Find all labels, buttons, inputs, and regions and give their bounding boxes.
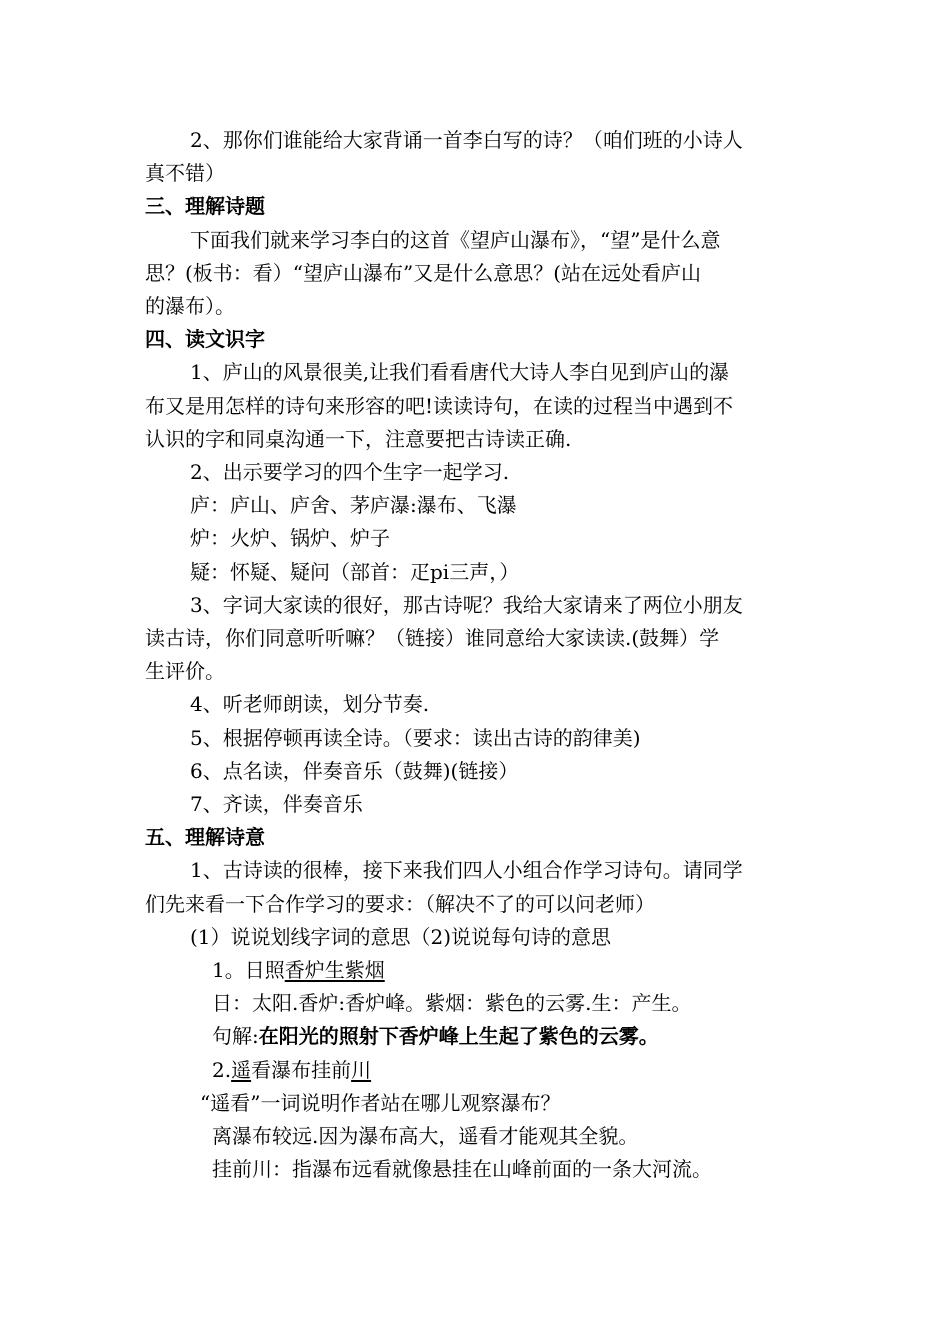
explanation-text: 在阳光的照射下香炉峰上生起了紫色的云雾。	[258, 1024, 659, 1048]
paragraph-line: 1、庐山的风景很美,让我们看看唐代大诗人李白见到庐山的瀑	[190, 360, 730, 384]
paragraph-line: 认识的字和同桌沟通一下，注意要把古诗读正确.	[145, 427, 572, 451]
paragraph-line: 下面我们就来学习李白的这首《望庐山瀑布》，“望”是什么意	[190, 228, 721, 252]
paragraph-line: 3、字词大家读的很好，那古诗呢？我给大家请来了两位小朋友	[190, 593, 743, 617]
sentence-explanation	[212, 1022, 659, 1050]
paragraph-line: 1、古诗读的很棒，接下来我们四人小组合作学习诗句。请同学	[190, 858, 743, 882]
section-heading-reading: 四、读文识字	[145, 327, 265, 351]
paragraph-line: 布又是用怎样的诗句来形容的吧!读读诗句，在读的过程当中遇到不	[145, 394, 734, 418]
paragraph-line: 读古诗，你们同意听听嘛？（链接）谁同意给大家读读.(鼓舞）学	[145, 626, 720, 650]
word-notes-line: 日：太阳.香炉:香炉峰。紫烟：紫色的云雾.生：产生。	[212, 991, 692, 1015]
requirements-line: (1）说说划线字词的意思（2)说说每句诗的意思	[190, 925, 612, 949]
vocab-line: 炉：火炉、锅炉、炉子	[190, 526, 390, 550]
word-notes-line: 挂前川：指瀑布远看就像悬挂在山峰前面的一条大河流。	[212, 1157, 712, 1181]
poem-line-prefix: 2.	[212, 1058, 232, 1082]
poem-line-prefix: 1。日照	[212, 958, 285, 982]
paragraph-line: 7、齐读，伴奏音乐	[190, 792, 363, 816]
underlined-char: 遥	[231, 1058, 252, 1082]
paragraph-line: 4、听老师朗读，划分节奏.	[190, 692, 430, 716]
poem-line-text: 看瀑布挂前	[251, 1058, 352, 1082]
paragraph-line: 的瀑布）。	[145, 294, 235, 318]
paragraph-line: 2、那你们谁能给大家背诵一首李白写的诗？（咱们班的小诗人	[190, 128, 743, 152]
paragraph-line: 2、出示要学习的四个生字一起学习.	[190, 460, 510, 484]
paragraph-line: 5、根据停顿再读全诗。（要求：读出古诗的韵律美)	[190, 726, 641, 750]
poem-line-2	[212, 1056, 371, 1084]
vocab-line: 疑：怀疑、疑问（部首：疋pi三声，）	[190, 560, 520, 584]
underlined-char: 川	[351, 1058, 372, 1082]
paragraph-line: 们先来看一下合作学习的要求：（解决不了的可以问老师）	[145, 892, 655, 916]
underlined-phrase: 香炉生紫烟	[284, 958, 385, 982]
paragraph-line: 真不错）	[145, 161, 225, 185]
explanation-label: 句解:	[212, 1024, 259, 1048]
paragraph-line: 思？(板书：看）“望庐山瀑布”又是什么意思？(站在远处看庐山	[145, 261, 702, 285]
section-heading-understand-title: 三、理解诗题	[145, 194, 265, 218]
paragraph-line: 生评价。	[145, 659, 225, 683]
answer-line: 离瀑布较远.因为瀑布高大，遥看才能观其全貌。	[212, 1124, 639, 1148]
paragraph-line: 6、点名读，伴奏音乐（鼓舞)(链接）	[190, 759, 519, 783]
poem-line-1	[212, 956, 385, 984]
question-line: “遥看”一词说明作者站在哪儿观察瀑布？	[200, 1091, 561, 1115]
vocab-line: 庐：庐山、庐舍、茅庐瀑:瀑布、飞瀑	[190, 493, 517, 517]
section-heading-understand-meaning: 五、理解诗意	[145, 825, 265, 849]
